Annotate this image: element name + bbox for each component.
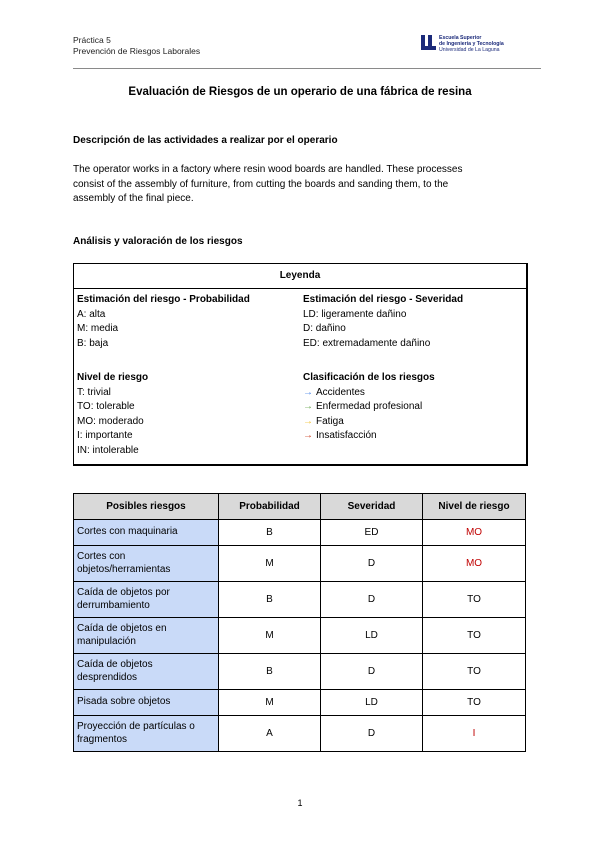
logo-text-line2: de Ingeniería y Tecnología	[439, 41, 504, 47]
column-header: Nivel de riesgo	[423, 494, 526, 520]
legend-severity	[303, 293, 463, 351]
column-header: Severidad	[321, 494, 423, 520]
legend-probability	[77, 293, 250, 351]
risk-name-cell: Caída de objetos desprendidos	[74, 654, 219, 690]
probability-cell: B	[219, 654, 321, 690]
logo-text-line3: Universidad de La Laguna	[439, 47, 500, 53]
severity-cell: D	[321, 716, 423, 752]
legend-title: Leyenda	[279, 270, 321, 281]
severity-cell: LD	[321, 618, 423, 654]
risk-level-cell: TO	[423, 618, 526, 654]
legend-item	[303, 429, 435, 444]
legend-severity-heading: Estimación del riesgo - Severidad	[303, 294, 464, 305]
legend-item: TO: tolerable	[77, 401, 135, 413]
risk-name-cell: Proyección de partículas o fragmentos	[74, 716, 219, 752]
legend-item	[303, 400, 435, 415]
legend-item: MO: moderado	[77, 415, 144, 427]
arrow-right-icon: →	[303, 401, 313, 413]
legend-item: I: importante	[77, 430, 133, 442]
legend-divider	[74, 288, 526, 289]
arrow-right-icon: →	[303, 430, 313, 442]
section-heading-description: Descripción de las actividades a realizar por el operario	[73, 135, 338, 146]
severity-cell: LD	[321, 690, 423, 716]
classification-label: Fatiga	[316, 415, 344, 427]
legend-level-heading: Nivel de riesgo	[77, 372, 149, 383]
classification-label: Enfermedad profesional	[316, 401, 423, 413]
legend-item: A: alta	[77, 308, 106, 320]
column-header: Probabilidad	[219, 494, 321, 520]
risk-level-cell: I	[423, 716, 526, 752]
logo-text-line1: Escuela Superior	[439, 35, 482, 41]
risk-level-cell: TO	[423, 582, 526, 618]
legend-item: B: baja	[77, 337, 109, 349]
legend-classification	[303, 371, 435, 444]
table-row	[74, 520, 526, 546]
risk-name-cell: Cortes con maquinaria	[74, 520, 219, 546]
legend-item	[303, 386, 435, 401]
classification-label: Insatisfacción	[316, 430, 377, 442]
column-header: Posibles riesgos	[74, 494, 219, 520]
description-line: The operator works in a factory where resin wood boards are handled. These processes	[73, 164, 463, 175]
page-header	[73, 34, 541, 69]
probability-cell: B	[219, 582, 321, 618]
header-course: Práctica 5	[73, 35, 111, 45]
arrow-right-icon: →	[303, 386, 313, 398]
legend-probability-heading: Estimación del riesgo - Probabilidad	[77, 294, 250, 305]
header-subject: Prevención de Riesgos Laborales	[73, 46, 201, 56]
risk-name-cell: Caída de objetos en manipulación	[74, 618, 219, 654]
legend-risk-level	[77, 371, 148, 459]
legend-box	[73, 263, 528, 466]
legend-item	[303, 415, 435, 430]
probability-cell: B	[219, 520, 321, 546]
severity-cell: ED	[321, 520, 423, 546]
legend-item: M: media	[77, 323, 119, 335]
severity-cell: D	[321, 582, 423, 618]
risk-level-cell: MO	[423, 546, 526, 582]
probability-cell: M	[219, 546, 321, 582]
document-title: Evaluación de Riesgos de un operario de una fábrica de resina	[128, 86, 472, 98]
risk-name-cell: Caída de objetos por derrumbamiento	[74, 582, 219, 618]
table-row	[74, 716, 526, 752]
risk-level-cell: TO	[423, 654, 526, 690]
probability-cell: A	[219, 716, 321, 752]
risk-level-cell: MO	[423, 520, 526, 546]
probability-cell: M	[219, 618, 321, 654]
classification-label: Accidentes	[316, 386, 365, 398]
legend-item: ED: extremadamente dañino	[303, 337, 431, 349]
section-heading-analysis: Análisis y valoración de los riesgos	[73, 236, 243, 247]
legend-classification-heading: Clasificación de los riesgos	[303, 372, 435, 383]
page-number: 1	[297, 798, 303, 808]
risk-name-cell: Cortes con objetos/herramientas	[74, 546, 219, 582]
table-header-row	[74, 494, 526, 520]
university-logo	[421, 34, 541, 60]
severity-cell: D	[321, 654, 423, 690]
arrow-right-icon: →	[303, 415, 313, 427]
description-line: assembly of the final piece.	[73, 193, 194, 204]
legend-item: IN: intolerable	[77, 444, 139, 456]
table-row	[74, 546, 526, 582]
legend-item: T: trivial	[77, 386, 111, 398]
description-paragraph	[73, 163, 533, 207]
legend-item: D: dañino	[303, 323, 346, 335]
risk-table	[73, 493, 526, 752]
table-row	[74, 654, 526, 690]
risk-name-cell: Pisada sobre objetos	[74, 690, 219, 716]
risk-level-cell: TO	[423, 690, 526, 716]
probability-cell: M	[219, 690, 321, 716]
legend-item: LD: ligeramente dañino	[303, 308, 407, 320]
ull-logo-icon	[421, 34, 437, 52]
table-row	[74, 690, 526, 716]
table-row	[74, 618, 526, 654]
table-row	[74, 582, 526, 618]
description-line: consist of the assembly of furniture, from cutting the boards and sanding them, to the	[73, 178, 449, 190]
severity-cell: D	[321, 546, 423, 582]
